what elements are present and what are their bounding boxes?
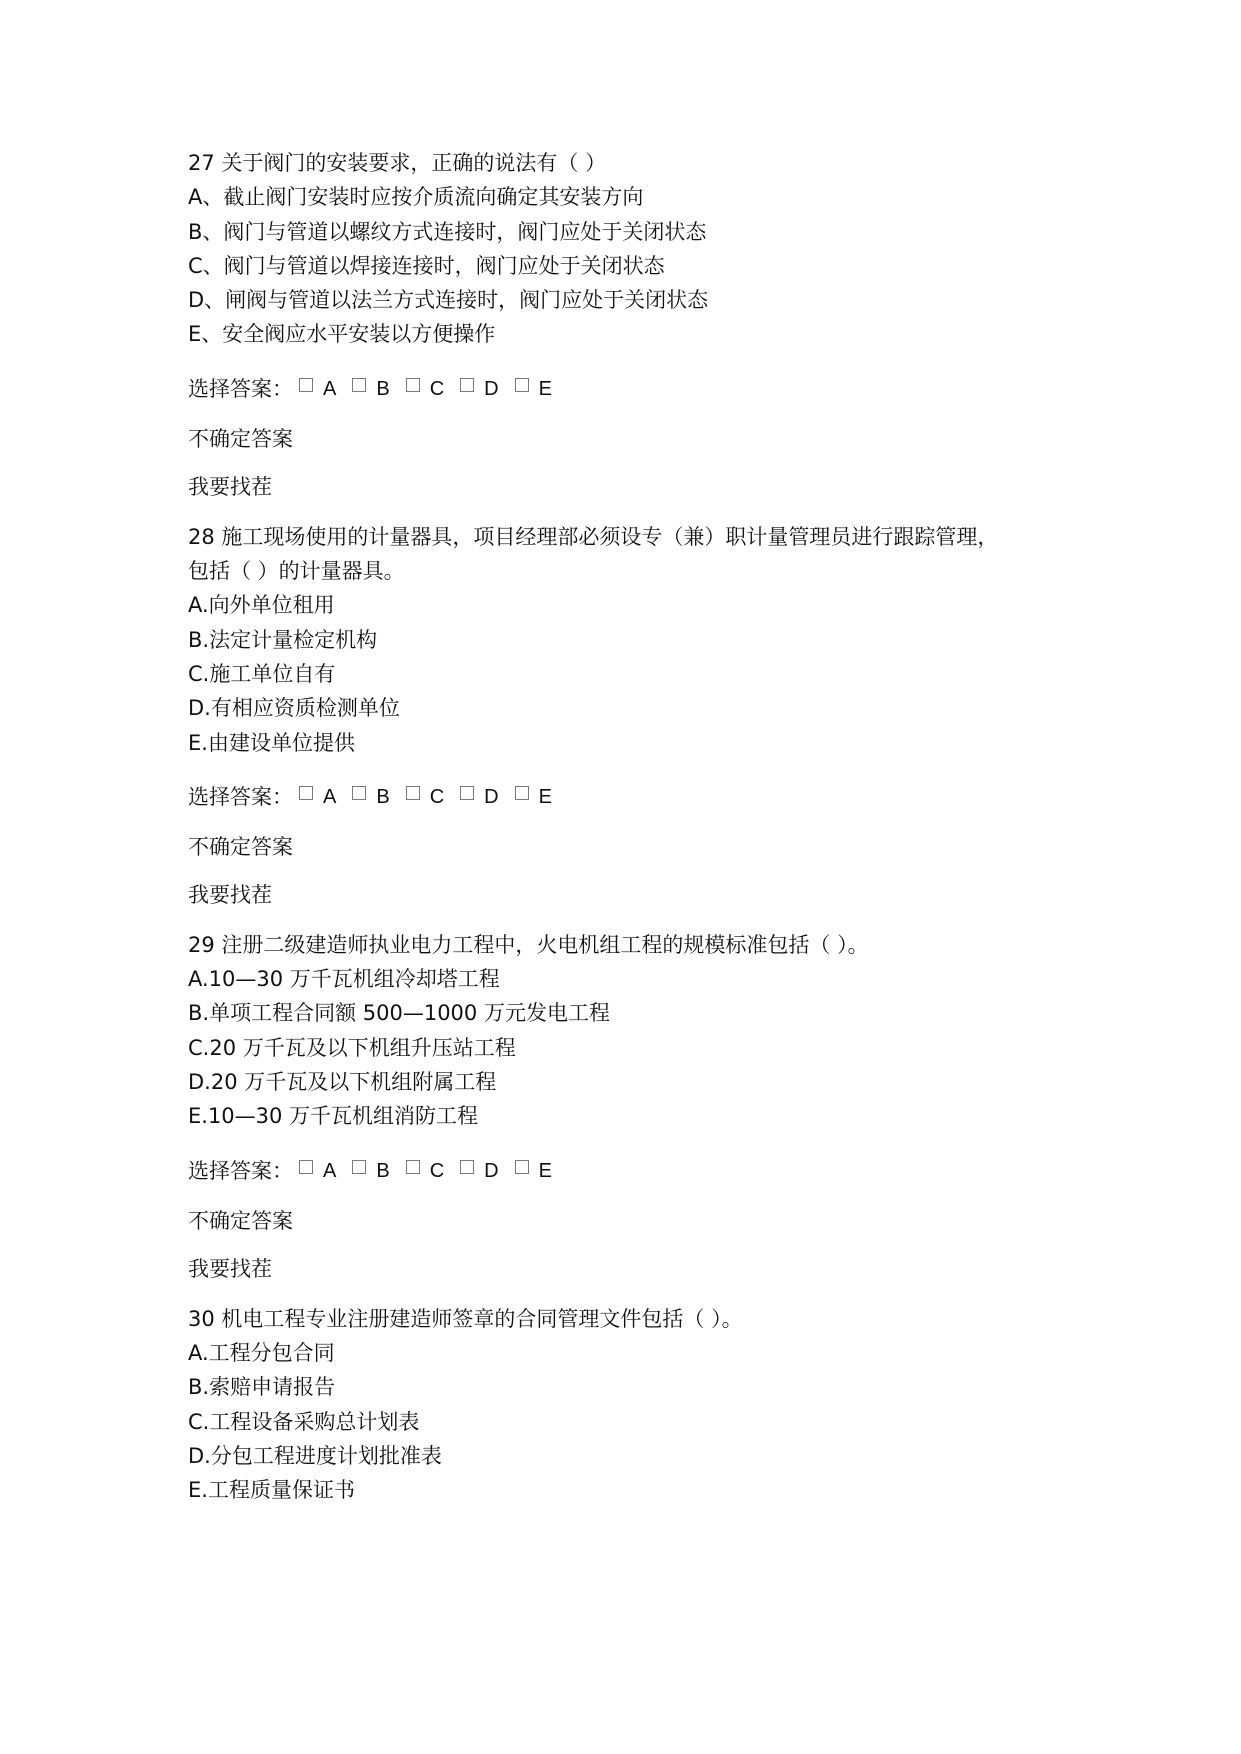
- option-a: A.工程分包合同: [188, 1340, 335, 1365]
- answer-selector: [188, 372, 1088, 406]
- find-fault-link[interactable]: 我要找茬: [188, 474, 272, 499]
- checkbox-d[interactable]: [460, 378, 474, 392]
- checkbox-a[interactable]: [299, 378, 313, 392]
- choice-e[interactable]: [509, 1154, 562, 1188]
- choice-letter-c: C: [429, 1159, 445, 1182]
- question-text: 30 机电工程专业注册建造师签章的合同管理文件包括（ ）。: [188, 1306, 743, 1331]
- choice-letter-d: D: [484, 785, 499, 808]
- checkbox-a[interactable]: [299, 1160, 313, 1174]
- option-e: E、安全阀应水平安装以方便操作: [188, 322, 496, 347]
- answer-label: 选择答案：: [188, 1158, 293, 1183]
- option-a: A.向外单位租用: [188, 593, 335, 618]
- unsure-answer-link[interactable]: 不确定答案: [188, 426, 293, 451]
- choice-letter-a: A: [323, 377, 337, 400]
- question-27: [188, 146, 1088, 352]
- choice-letter-d: D: [484, 377, 499, 400]
- option-d: D.分包工程进度计划批准表: [188, 1443, 442, 1468]
- option-e: E.10—30 万千瓦机组消防工程: [188, 1104, 479, 1129]
- checkbox-c[interactable]: [406, 786, 420, 800]
- choice-letter-a: A: [323, 785, 337, 808]
- find-fault-link[interactable]: 我要找茬: [188, 882, 272, 907]
- question-text: 28 施工现场使用的计量器具，项目经理部必须设专（兼）职计量管理员进行跟踪管理，: [188, 524, 999, 549]
- option-a: A.10—30 万千瓦机组冷却塔工程: [188, 967, 500, 992]
- choice-e[interactable]: [509, 780, 562, 814]
- option-a: A、截止阀门安装时应按介质流向确定其安装方向: [188, 185, 644, 210]
- answer-selector: [188, 1154, 1088, 1188]
- unsure-answer-link[interactable]: 不确定答案: [188, 1208, 293, 1233]
- question-text: 27 关于阀门的安装要求，正确的说法有（ ）: [188, 151, 607, 175]
- checkbox-c[interactable]: [406, 378, 420, 392]
- find-fault-link[interactable]: 我要找茬: [188, 1256, 272, 1281]
- checkbox-e[interactable]: [515, 786, 529, 800]
- answer-label: 选择答案：: [188, 784, 293, 809]
- option-b: B、阀门与管道以螺纹方式连接时，阀门应处于关闭状态: [188, 219, 707, 244]
- checkbox-a[interactable]: [299, 786, 313, 800]
- choice-a[interactable]: [293, 1154, 346, 1188]
- choice-letter-e: E: [538, 1159, 552, 1182]
- option-c: C、阀门与管道以焊接连接时，阀门应处于关闭状态: [188, 253, 665, 278]
- question-28: [188, 520, 1088, 760]
- choice-letter-b: B: [376, 377, 390, 400]
- option-c: C.工程设备采购总计划表: [188, 1409, 420, 1434]
- choice-letter-d: D: [484, 1159, 499, 1182]
- checkbox-b[interactable]: [352, 378, 366, 392]
- checkbox-d[interactable]: [460, 1160, 474, 1174]
- choice-a[interactable]: [293, 780, 346, 814]
- option-b: B.法定计量检定机构: [188, 627, 378, 652]
- option-e: E.由建设单位提供: [188, 730, 355, 755]
- checkbox-d[interactable]: [460, 786, 474, 800]
- choice-letter-e: E: [538, 377, 552, 400]
- choice-letter-b: B: [376, 785, 390, 808]
- unsure-answer-link[interactable]: 不确定答案: [188, 834, 293, 859]
- choice-c[interactable]: [400, 1154, 454, 1188]
- checkbox-b[interactable]: [352, 1160, 366, 1174]
- choice-letter-e: E: [538, 785, 552, 808]
- option-d: D、闸阀与管道以法兰方式连接时，阀门应处于关闭状态: [188, 288, 709, 313]
- question-text: 29 注册二级建造师执业电力工程中，火电机组工程的规模标准包括（ ）。: [188, 932, 869, 957]
- choice-d[interactable]: [454, 1154, 508, 1188]
- option-c: C.施工单位自有: [188, 661, 336, 686]
- option-d: D.20 万千瓦及以下机组附属工程: [188, 1070, 497, 1095]
- option-c: C.20 万千瓦及以下机组升压站工程: [188, 1035, 516, 1060]
- choice-d[interactable]: [454, 780, 508, 814]
- choice-d[interactable]: [454, 372, 508, 406]
- checkbox-e[interactable]: [515, 378, 529, 392]
- question-text-cont: 包括（ ）的计量器具。: [188, 559, 405, 584]
- choice-b[interactable]: [346, 1154, 399, 1188]
- choice-a[interactable]: [293, 372, 346, 406]
- choice-b[interactable]: [346, 372, 399, 406]
- option-b: B.单项工程合同额 500—1000 万元发电工程: [188, 1001, 610, 1026]
- choice-letter-b: B: [376, 1159, 390, 1182]
- choice-b[interactable]: [346, 780, 399, 814]
- question-list: [188, 146, 1088, 1507]
- choice-letter-c: C: [429, 785, 445, 808]
- option-e: E.工程质量保证书: [188, 1478, 355, 1503]
- choice-c[interactable]: [400, 372, 454, 406]
- answer-selector: [188, 780, 1088, 814]
- question-29: [188, 928, 1088, 1134]
- choice-letter-c: C: [429, 377, 445, 400]
- question-30: [188, 1302, 1088, 1508]
- choice-letter-a: A: [323, 1159, 337, 1182]
- checkbox-c[interactable]: [406, 1160, 420, 1174]
- checkbox-e[interactable]: [515, 1160, 529, 1174]
- option-d: D.有相应资质检测单位: [188, 696, 400, 721]
- choice-e[interactable]: [509, 372, 562, 406]
- answer-label: 选择答案：: [188, 376, 293, 401]
- choice-c[interactable]: [400, 780, 454, 814]
- checkbox-b[interactable]: [352, 786, 366, 800]
- option-b: B.索赔申请报告: [188, 1375, 336, 1400]
